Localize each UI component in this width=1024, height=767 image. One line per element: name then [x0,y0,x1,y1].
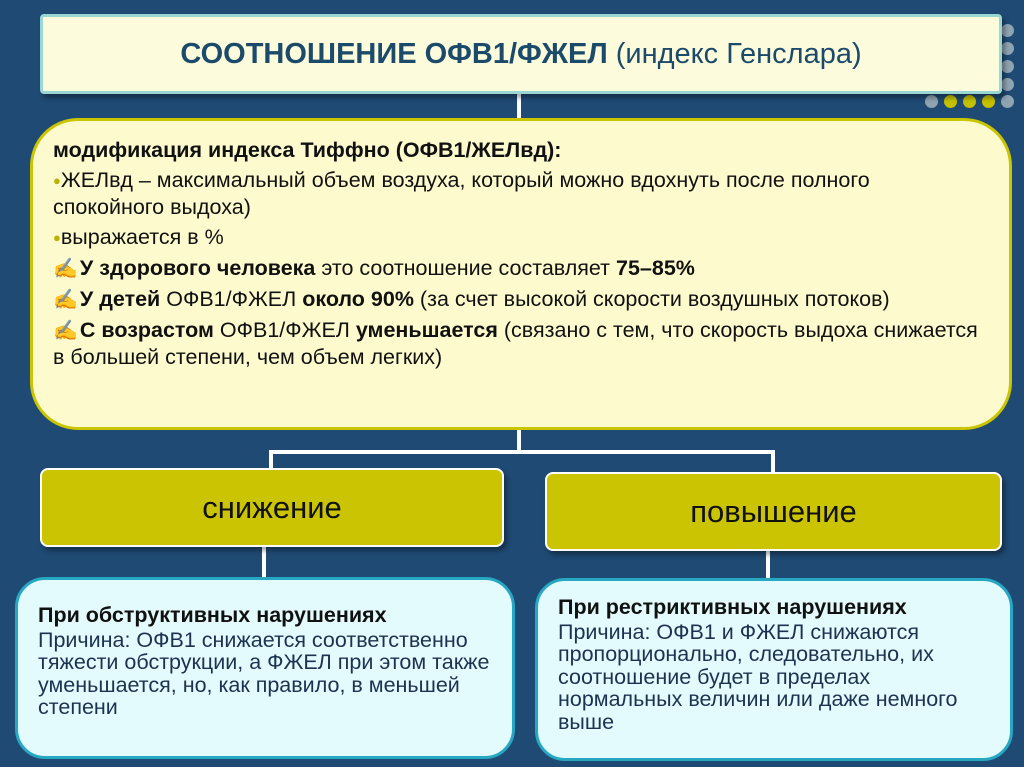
list-item: ●выражается в % [53,225,224,249]
decrease-box [40,468,504,547]
connector-decrease-to-detail [262,546,266,579]
bullet-dot-icon: ● [53,230,61,245]
connector-horizontal [269,450,775,454]
writing-hand-icon: ✍ [53,258,78,280]
connector-main-down [517,428,521,452]
restrictive-detail-box [535,578,1013,761]
obstructive-detail-box [15,577,515,759]
main-heading: модификация индекса Тиффно (ОФВ1/ЖЕЛвд): [53,138,562,162]
title-rest: (индекс Генслара) [615,37,862,70]
main-description-box [30,118,1012,430]
writing-hand-icon: ✍ [53,320,78,342]
obstructive-heading: При обструктивных нарушениях [38,603,387,627]
list-item: ●ЖЕЛвд – максимальный объем воздуха, который можно вдохнуть после полного спокойного выдоха) [53,168,870,219]
bullet-dot-icon: ● [53,173,61,188]
connector-to-decrease [269,450,273,470]
connector-to-increase [771,450,775,474]
connector-title-to-main [517,94,521,120]
connector-increase-to-detail [766,550,770,580]
list-item: ✍У детей ОФВ1/ФЖЕЛ около 90% (за счет высокой скорости воздушных потоков) [53,287,890,311]
title-bold: СООТНОШЕНИЕ ОФВ1/ФЖЕЛ [180,37,608,70]
decrease-label: снижение [202,489,342,525]
increase-box [545,472,1002,551]
writing-hand-icon: ✍ [53,289,78,311]
list-item: ✍С возрастом ОФВ1/ФЖЕЛ уменьшается (связано с тем, что скорость выдоха снижается в большей степени, чем объем легких) [53,318,978,369]
restrictive-body: Причина: ОФВ1 и ФЖЕЛ снижаются пропорционально, следовательно, их соотношение будет в пределах нормальных величин или даже немного выше [558,619,958,734]
title-box [40,14,1002,94]
obstructive-body: Причина: ОФВ1 снижается соответственно тяжести обструкции, а ФЖЕЛ при этом также уменьшается, но, как правило, в меньшей степени [38,627,490,719]
list-item: ✍У здорового человека это соотношение составляет 75–85% [53,256,695,280]
increase-label: повышение [690,493,857,529]
restrictive-heading: При рестриктивных нарушениях [558,595,907,619]
